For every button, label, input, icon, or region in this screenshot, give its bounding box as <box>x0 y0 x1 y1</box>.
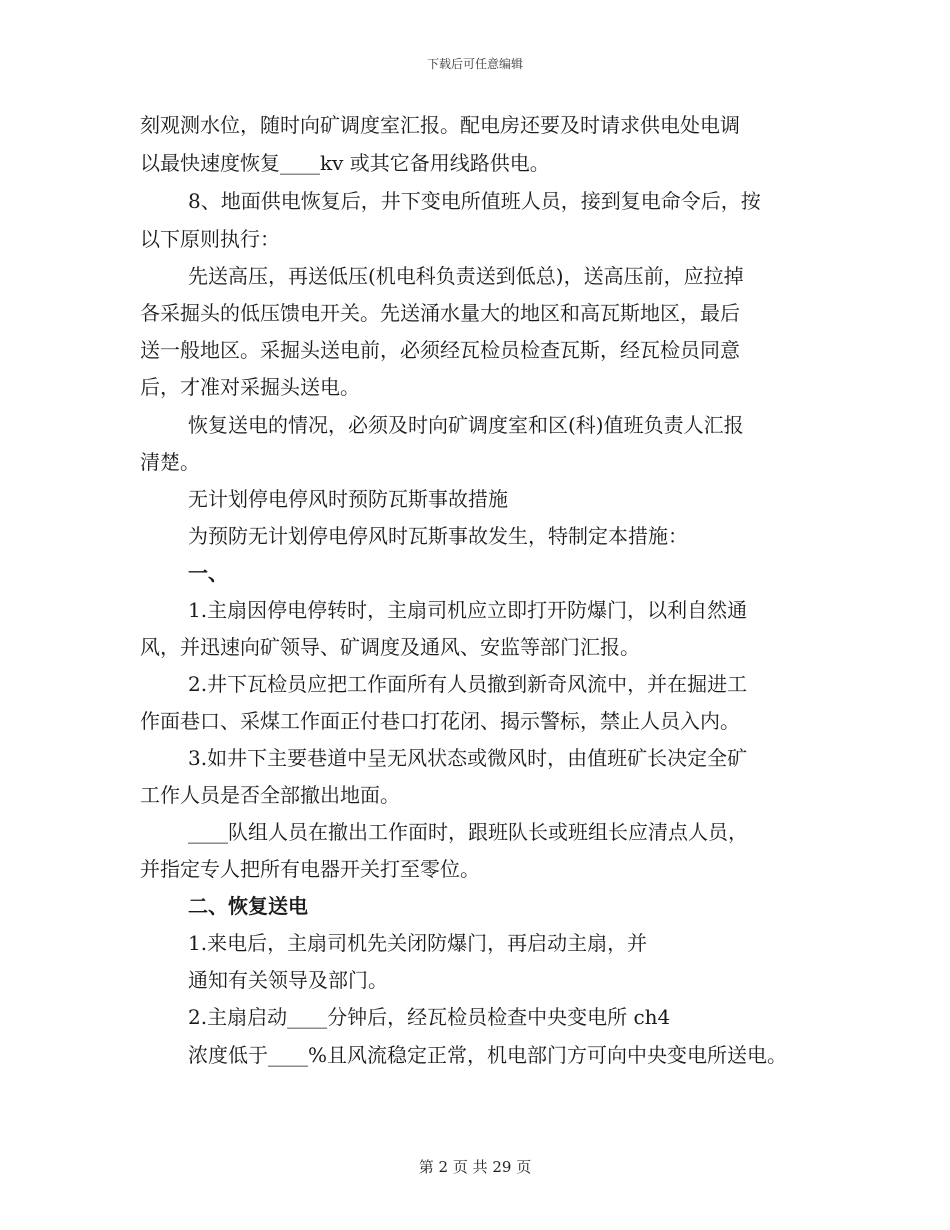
page-header: 下载后可任意编辑 <box>426 57 523 71</box>
list-item-line: 工作人员是否全部撤出地面。 <box>140 783 400 807</box>
paragraph-line: ____队组人员在撤出工作面时，跟班队长或班组长应清点人员， <box>188 820 748 844</box>
list-item-line: 1.主扇因停电停转时，主扇司机应立即打开防爆门，以利自然通 <box>188 598 748 622</box>
list-item-line: 作面巷口、采煤工作面正付巷口打花闭、揭示警标，禁止人员入内。 <box>140 709 740 733</box>
paragraph-line: 各采掘头的低压馈电开关。先送涌水量大的地区和高瓦斯地区，最后 <box>140 301 740 325</box>
paragraph-line: 8、地面供电恢复后，井下变电所值班人员，接到复电命令后，按 <box>188 189 761 213</box>
paragraph-line: 清楚。 <box>140 450 200 474</box>
paragraph-line: 以下原则执行： <box>140 227 280 251</box>
paragraph-line: 以最快速度恢复____kv 或其它备用线路供电。 <box>140 151 550 175</box>
paragraph-line: 为预防无计划停电停风时瓦斯事故发生，特制定本措施： <box>188 524 688 548</box>
paragraph-line: 恢复送电的情况，必须及时向矿调度室和区(科)值班负责人汇报 <box>188 413 744 437</box>
paragraph-line: 刻观测水位，随时向矿调度室汇报。配电房还要及时请求供电处电调 <box>140 113 740 137</box>
list-item-line: 风，并迅速向矿领导、矿调度及通风、安监等部门汇报。 <box>140 635 640 659</box>
paragraph-line: 后，才准对采掘头送电。 <box>140 375 360 399</box>
paragraph-line: 送一般地区。采掘头送电前，必须经瓦检员检查瓦斯，经瓦检员同意 <box>140 338 740 362</box>
list-item-line: 3.如井下主要巷道中呈无风状态或微风时，由值班矿长决定全矿 <box>188 746 748 770</box>
section-heading: 二、恢复送电 <box>188 894 308 918</box>
list-item-line: 1.来电后，主扇司机先关闭防爆门，再启动主扇，并 <box>188 931 648 955</box>
paragraph-line: 先送高压，再送低压(机电科负责送到低总)，送高压前，应拉掉 <box>188 264 744 288</box>
section-title: 无计划停电停风时预防瓦斯事故措施 <box>188 487 508 511</box>
list-item-line: 通知有关领导及部门。 <box>188 968 388 992</box>
section-number: 一、 <box>188 561 228 585</box>
list-item-line: 2.主扇启动____分钟后，经瓦检员检查中央变电所 ch4 <box>188 1005 671 1029</box>
page-number: 第 2 页 共 29 页 <box>418 1158 532 1176</box>
list-item-line: 浓度低于____%且风流稳定正常，机电部门方可向中央变电所送电。 <box>188 1043 788 1067</box>
list-item-line: 2.井下瓦检员应把工作面所有人员撤到新奇风流中，并在掘进工 <box>188 672 748 696</box>
paragraph-line: 并指定专人把所有电器开关打至零位。 <box>140 857 480 881</box>
